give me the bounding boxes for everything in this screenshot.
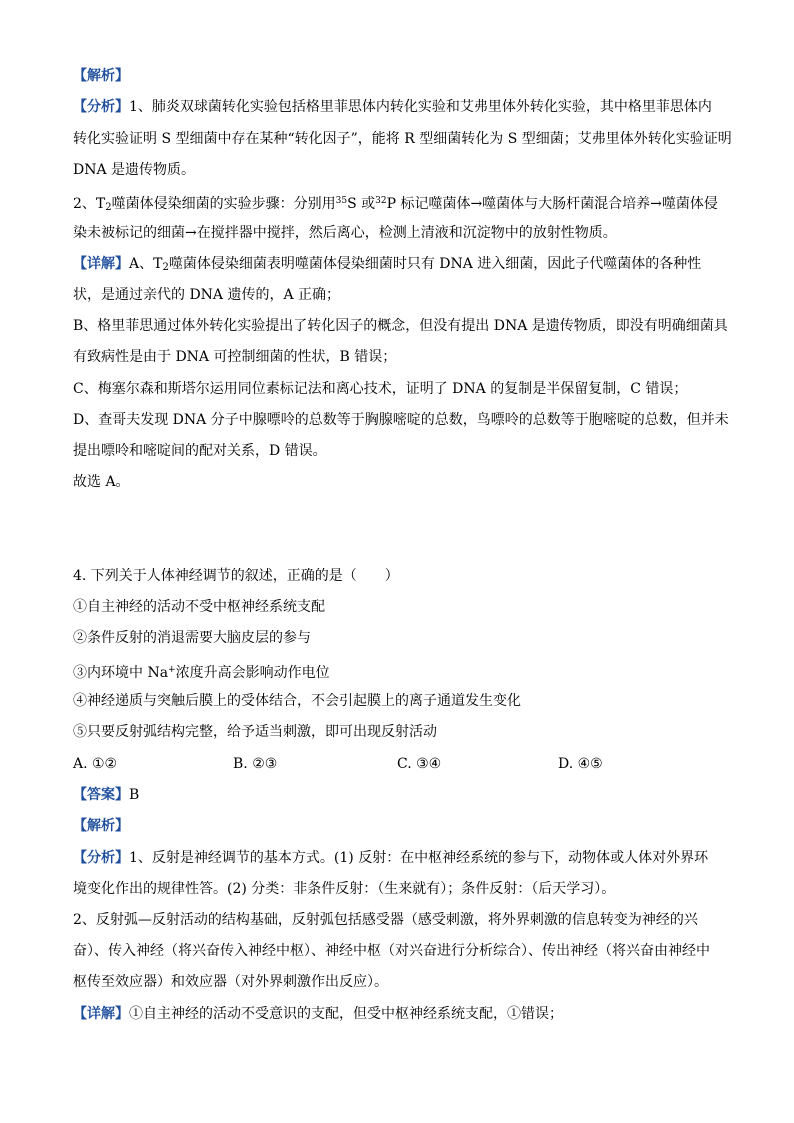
q4-option-d: D. ④⑤	[558, 756, 603, 772]
q3-option-d-line-1: D、查哥夫发现 DNA 分子中腺嘌呤的总数等于胸腺嘧啶的总数，鸟嘌呤的总数等于胞嘧啶的总数，但并未	[73, 412, 729, 428]
q3-step-text-c: S 或	[347, 196, 376, 212]
q4-fenxi-text-1: 1、反射是神经调节的基本方式。(1) 反射：在中枢神经系统的参与下，动物体或人体对外界环	[129, 850, 709, 866]
q4-answer: B	[129, 787, 140, 803]
fenxi-tag-q4: 【分析】	[73, 850, 129, 866]
xiangjie-tag: 【详解】	[73, 256, 129, 272]
q3-option-d-line-2: 提出嘌呤和嘧啶间的配对关系，D 错误。	[73, 443, 327, 459]
q3-xiangjie-a-post: 噬菌体侵染细菌表明噬菌体侵染细菌时只有 DNA 进入细菌，因此子代噬菌体的各种性	[168, 256, 702, 272]
q3-xiangjie-line-2: 状，是通过亲代的 DNA 遗传的，A 正确；	[73, 287, 341, 303]
s35-superscript: 35	[335, 196, 348, 206]
q4-fenxi-line-1	[73, 848, 708, 868]
q3-xiangjie-a-pre: A、T	[129, 256, 163, 272]
q4-option-a: A. ①②	[73, 756, 118, 772]
jiexi-tag: 【解析】	[73, 68, 129, 84]
q3-fenxi-text-1: 1、肺炎双球菌转化实验包括格里菲思体内转化实验和艾弗里体外转化实验，其中格里菲思体内	[129, 99, 712, 115]
jiexi-heading-q3	[73, 66, 129, 86]
jiexi-heading-q4	[73, 816, 129, 836]
q4-option-c: C. ③④	[397, 756, 442, 772]
q4-statement-3	[73, 660, 330, 683]
q4-stem: 4. 下列关于人体神经调节的叙述，正确的是（ ）	[73, 568, 399, 584]
q3-fenxi-line-3: DNA 是遗传物质。	[73, 162, 196, 178]
q4-statement-5: ⑤只要反射弧结构完整，给予适当刺激，即可出现反射活动	[73, 724, 437, 740]
fenxi-tag: 【分析】	[73, 99, 129, 115]
q3-option-b-line-2: 有致病性是由于 DNA 可控制细菌的性状，B 错误；	[73, 349, 397, 365]
p32-superscript: 32	[375, 196, 387, 206]
q3-fenxi-line-2: 转化实验证明 S 型细菌中存在某种“转化因子”，能将 R 型细菌转化为 S 型细菌；艾弗里体外转化实验证明	[73, 131, 732, 147]
q4-fenxi-line-2: 境变化作出的规律性答。(2) 分类：非条件反射：（生来就有）；条件反射：（后天学习）。	[73, 881, 616, 897]
xiangjie-tag-q4: 【详解】	[73, 1006, 129, 1022]
daan-tag: 【答案】	[73, 787, 129, 803]
q3-option-b-line-1: B、格里菲思通过体外转化实验提出了转化因子的概念，但没有提出 DNA 是遗传物质，即没有明确细菌具	[73, 318, 728, 334]
q3-step-line-2: 染未被标记的细菌→在搅拌器中搅拌，然后离心，检测上清液和沉淀物中的放射性物质。	[73, 225, 617, 241]
q4-fenxi-line-5: 枢传至效应器）和效应器（对外界刺激作出反应）。	[73, 974, 388, 990]
q4-option-b: B. ②③	[233, 756, 278, 772]
q3-option-c-line-1: C、梅塞尔森和斯塔尔运用同位素标记法和离心技术，证明了 DNA 的复制是半保留复制，C 错误；	[73, 381, 688, 397]
t2-subscript-a: 2	[162, 262, 169, 273]
q3-step-text-a: 2、T	[73, 196, 106, 212]
q4-xiangjie-text-1: ①自主神经的活动不受意识的支配，但受中枢神经系统支配，①错误；	[129, 1006, 563, 1022]
t2-subscript: 2	[105, 202, 112, 213]
q3-step-text-d: P 标记噬菌体→噬菌体与大肠杆菌混合培养→噬菌体侵	[386, 196, 718, 212]
q4-statement-4: ④神经递质与突触后膜上的受体结合，不会引起膜上的离子通道发生变化	[73, 693, 521, 709]
q4-statement-2: ②条件反射的消退需要大脑皮层的参与	[73, 630, 311, 646]
q4-statement-1: ①自主神经的活动不受中枢神经系统支配	[73, 599, 325, 615]
q3-step-text-b: 噬菌体侵染细菌的实验步骤：分别用	[111, 196, 336, 212]
q3-fenxi-line-1	[73, 97, 712, 117]
na-plus-superscript: +	[168, 665, 176, 675]
q4-s3-pre: ③内环境中 Na	[73, 665, 169, 681]
jiexi-tag-q4: 【解析】	[73, 818, 129, 834]
q3-step-line-1	[73, 191, 718, 218]
q4-answer-line	[73, 785, 139, 805]
q3-choice: 故选 A。	[73, 474, 130, 490]
q4-fenxi-line-4: 奋）、传入神经（将兴奋传入神经中枢）、神经中枢（对兴奋进行分析综合）、传出神经（将兴奋由神经中	[73, 943, 710, 959]
q4-xiangjie-line-1	[73, 1004, 563, 1024]
q4-fenxi-line-3: 2、反射弧—反射活动的结构基础，反射弧包括感受器（感受刺激，将外界刺激的信息转变为神经的兴	[73, 912, 698, 928]
q4-s3-post: 浓度升高会影响动作电位	[175, 665, 330, 681]
q3-xiangjie-line-1	[73, 254, 701, 278]
